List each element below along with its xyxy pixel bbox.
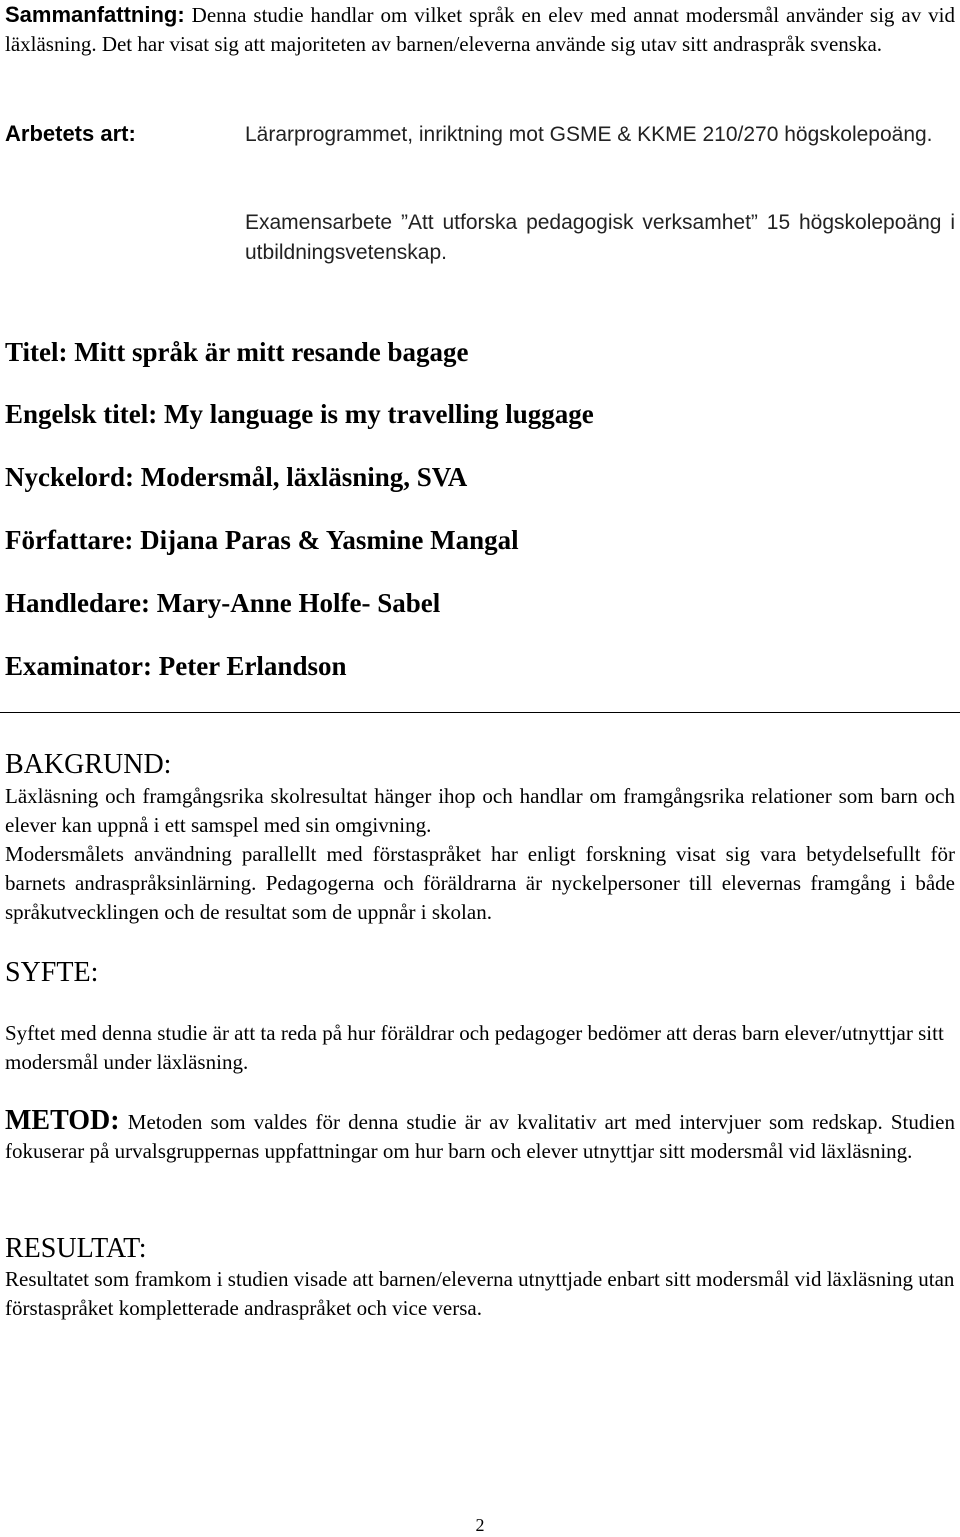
purpose-heading: SYFTE: — [5, 957, 99, 988]
work-type-program: Lärarprogrammet, inriktning mot GSME & KKME 210/270 högskolepoäng. — [245, 123, 933, 146]
background-heading: BAKGRUND: — [5, 749, 172, 780]
background-paragraph-2: Modersmålets användning parallellt med förstaspråket har enligt forskning visat sig vara betydelsefullt för barnets andraspråksinlärning. Pedagogerna och föräldrarna är nyckelpersoner till elevernas framgång i både språkutvecklingen och de resultat som de uppnår i skolan. — [5, 842, 955, 924]
keywords: Nyckelord: Modersmål, läxläsning, SVA — [5, 462, 468, 492]
method-paragraph — [5, 1106, 955, 1166]
purpose-paragraph: Syftet med denna studie är att ta reda på hur föräldrar och pedagoger bedömer att deras barn elever/utnyttjar sitt modersmål under läxläsning. — [5, 1021, 944, 1074]
results-heading: RESULTAT: — [5, 1233, 147, 1264]
authors: Författare: Dijana Paras & Yasmine Mangal — [5, 525, 519, 555]
background-paragraph-1: Läxläsning och framgångsrika skolresultat hänger ihop och handlar om framgångsrika relationer som barn och elever kan uppnå i ett samspel med sin omgivning. — [5, 784, 955, 837]
english-title: Engelsk titel: My language is my travelling luggage — [5, 399, 594, 429]
results-paragraph: Resultatet som framkom i studien visade att barnen/eleverna utnyttjade enbart sitt modersmål vid läxläsning utan förstaspråket kompletterade andraspråket och vice versa. — [5, 1267, 955, 1320]
page-number: 2 — [475, 1515, 485, 1535]
summary-text: Denna studie handlar om vilket språk en elev med annat modersmål använder sig av vid läxläsning. Det har visat sig att majoriteten av barnen/eleverna använde sig utav sitt andraspråk svenska. — [5, 3, 955, 56]
method-text: Metoden som valdes för denna studie är av kvalitativ art med intervjuer som redskap. Studien fokuserar på urvalsgruppernas uppfattningar om hur barn och elever utnyttjar sitt modersmål vid läxläsning. — [5, 1110, 956, 1163]
section-divider — [0, 712, 960, 713]
work-type-label: Arbetets art: — [5, 121, 136, 146]
thesis-title: Titel: Mitt språk är mitt resande bagage — [5, 337, 469, 367]
summary-label: Sammanfattning: — [5, 2, 185, 27]
supervisor: Handledare: Mary-Anne Holfe- Sabel — [5, 588, 441, 618]
summary-paragraph — [5, 0, 955, 59]
method-heading: METOD: — [5, 1105, 120, 1136]
examiner: Examinator: Peter Erlandson — [5, 651, 347, 681]
work-type-thesis: Examensarbete ”Att utforska pedagogisk verksamhet” 15 högskolepoäng i utbildningsvetenskap. — [245, 211, 955, 264]
